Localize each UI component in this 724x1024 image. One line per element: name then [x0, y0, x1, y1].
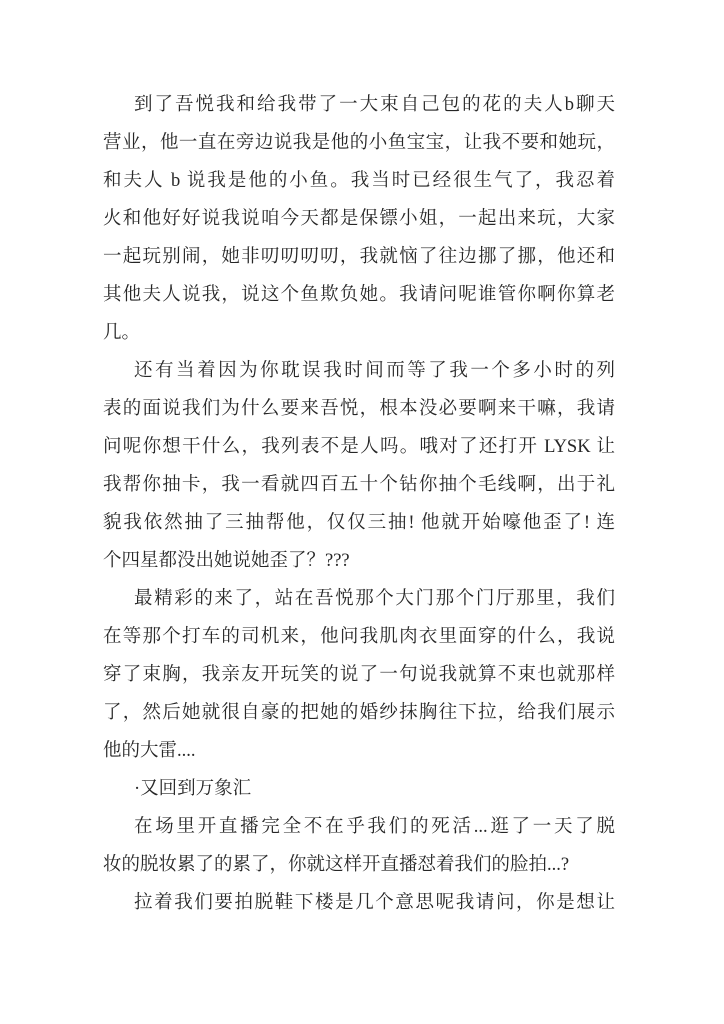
- text-line: 在等那个打车的司机来，他问我肌肉衣里面穿的什么，我说: [103, 627, 615, 647]
- text-line: 一起玩别闹，她非叨叨叨叨，我就恼了往边挪了挪，他还和: [103, 247, 615, 267]
- text-line: 营业，他一直在旁边说我是他的小鱼宝宝，让我不要和她玩，: [103, 133, 615, 153]
- text-line: 火和他好好说我说咱今天都是保镖小姐，一起出来玩，大家: [103, 209, 615, 229]
- text-line: 和夫人 b 说我是他的小鱼。我当时已经很生气了，我忍着: [103, 171, 615, 191]
- text-line: 到了吾悦我和给我带了一大束自己包的花的夫人b聊天: [134, 95, 615, 115]
- text-line: 了，然后她就很自豪的把她的婚纱抹胸往下拉，给我们展示: [103, 703, 615, 723]
- text-line: 个四星都没出她说她歪了？???: [103, 551, 350, 571]
- text-line: 他的大雷....: [103, 741, 196, 761]
- text-line: 妆的脱妆累了的累了，你就这样开直播怼着我们的脸拍...?: [103, 855, 570, 875]
- text-line: ·又回到万象汇: [134, 779, 252, 799]
- text-line: 其他夫人说我，说这个鱼欺负她。我请问呢谁管你啊你算老: [103, 285, 615, 305]
- text-line: 最精彩的来了，站在吾悦那个大门那个门厅那里，我们: [134, 589, 615, 609]
- text-line: 问呢你想干什么，我列表不是人吗。哦对了还打开 LYSK 让: [103, 437, 615, 457]
- text-line: 我帮你抽卡，我一看就四百五十个钻你抽个毛线啊，出于礼: [103, 475, 615, 495]
- text-line: 在场里开直播完全不在乎我们的死活...逛了一天了脱: [134, 817, 615, 837]
- text-line: 貌我依然抽了三抽帮他，仅仅三抽! 他就开始嚎他歪了! 连: [103, 513, 615, 533]
- text-line: 还有当着因为你耽误我时间而等了我一个多小时的列: [134, 361, 615, 381]
- text-line: 表的面说我们为什么要来吾悦，根本没必要啊来干嘛，我请: [103, 399, 615, 419]
- text-line: 穿了束胸，我亲友开玩笑的说了一句说我就算不束也就那样: [103, 665, 615, 685]
- text-line: 拉着我们要拍脱鞋下楼是几个意思呢我请问，你是想让: [134, 893, 615, 913]
- text-line: 几。: [103, 323, 141, 343]
- document-text-block: [103, 86, 615, 922]
